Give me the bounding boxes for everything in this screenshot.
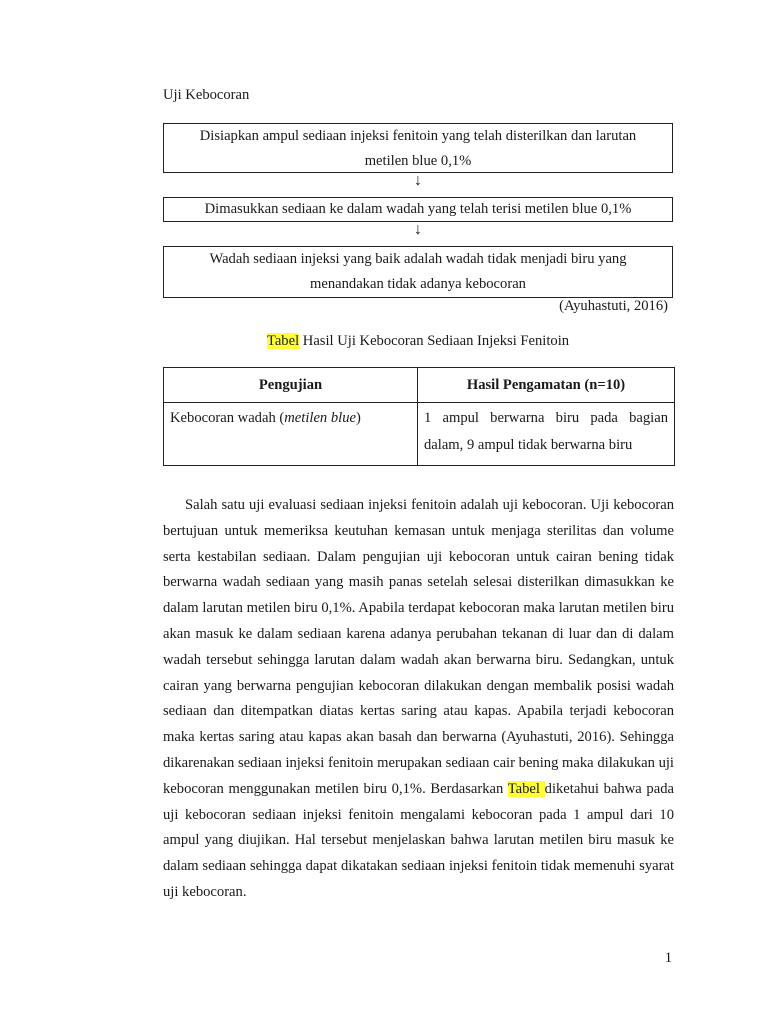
table-header-cell: Pengujian — [164, 368, 418, 403]
cell-text-italic: metilen blue — [284, 410, 356, 426]
table-row — [164, 403, 675, 466]
table-cell-test — [164, 403, 418, 466]
cell-text: ) — [356, 410, 361, 426]
flow-source-citation: (Ayuhastuti, 2016) — [559, 298, 668, 314]
paragraph-text: Salah satu uji evaluasi sediaan injeksi fenitoin adalah uji kebocoran. Uji kebocoran bertujuan untuk memeriksa keutuhan kemasan untuk menjaga sterilitas dan volume serta kestabilan sediaan. Dalam pengujian uji kebocoran untuk cairan bening tidak berwarna wadah sediaan yang masih panas setelah selesai disterilkan dimasukkan ke dalam larutan metilen biru 0,1%. Apabila terdapat kebocoran maka larutan metilen biru akan masuk ke dalam sediaan karena adanya perubahan tekanan di luar dan di dalam wadah tersebut sehingga larutan dalam wadah akan berwarna biru. Sedangkan, untuk cairan yang berwarna pengujian kebocoran dilakukan dengan membalik posisi wadah sediaan dan ditempatkan diatas kertas saring atau kapas. Apabila terjadi kebocoran maka kertas saring atau kapas akan basah dan berwarna (Ayuhastuti, 2016). Sehingga dikarenakan sediaan injeksi fenitoin merupakan sediaan cair bening maka dilakukan uji kebocoran menggunakan metilen biru 0,1%. Berdasarkan — [163, 497, 674, 797]
paragraph-highlight: Tabel — [507, 780, 545, 797]
table-caption — [163, 333, 673, 350]
flow-arrow-down-icon: ↓ — [414, 172, 422, 189]
table-cell-result: 1 ampul berwarna biru pada bagian dalam, 9 ampul tidak berwarna biru — [418, 403, 675, 466]
table-header-row — [164, 368, 675, 403]
page-number: 1 — [664, 950, 672, 966]
flow-step-2: Dimasukkan sediaan ke dalam wadah yang telah terisi metilen blue 0,1% — [163, 197, 673, 222]
section-heading: Uji Kebocoran — [163, 87, 250, 103]
result-table — [163, 367, 675, 466]
paragraph-text: diketahui bahwa pada uji kebocoran sediaan injeksi fenitoin mengalami kebocoran pada 1 ampul dari 10 ampul yang diujikan. Hal tersebut menjelaskan bahwa larutan metilen biru masuk ke dalam sediaan sehingga dapat dikatakan sediaan injeksi fenitoin tidak memenuhi syarat uji kebocoran. — [163, 780, 674, 900]
flow-step-1: Disiapkan ampul sediaan injeksi fenitoin yang telah disterilkan dan larutan metilen blue 0,1% — [163, 123, 673, 173]
body-paragraph — [163, 493, 674, 906]
flow-step-3: Wadah sediaan injeksi yang baik adalah wadah tidak menjadi biru yang menandakan tidak adanya kebocoran — [163, 246, 673, 298]
flow-arrow-down-icon: ↓ — [414, 221, 422, 238]
caption-text: Hasil Uji Kebocoran Sediaan Injeksi Fenitoin — [299, 333, 570, 349]
table-header-cell: Hasil Pengamatan (n=10) — [418, 368, 675, 403]
caption-highlight: Tabel — [266, 333, 300, 349]
cell-text: Kebocoran wadah ( — [170, 410, 285, 426]
